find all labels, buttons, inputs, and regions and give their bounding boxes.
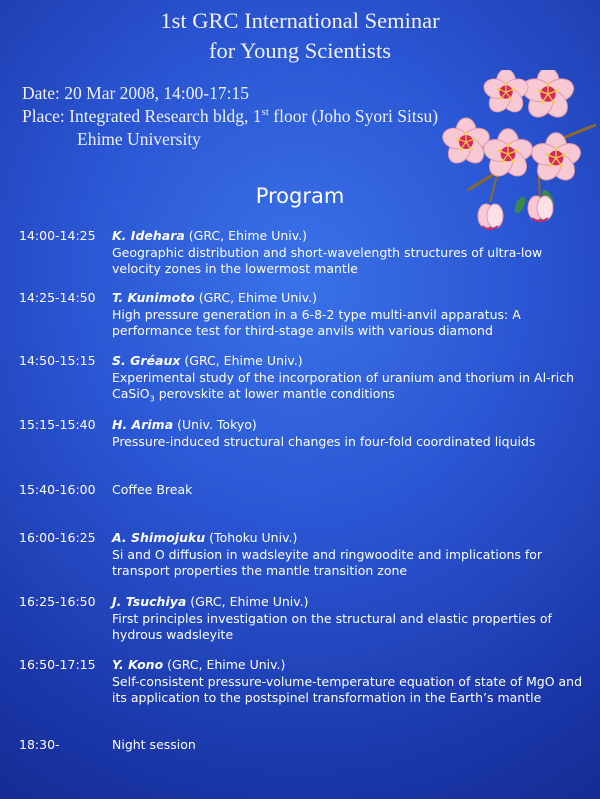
entry-body	[112, 417, 594, 450]
event-date: Date: 20 Mar 2008, 14:00-17:15	[22, 83, 249, 103]
entry-body	[112, 657, 594, 707]
entry-affiliation: (GRC, Ehime Univ.)	[163, 657, 286, 672]
entry-affiliation: (GRC, Ehime Univ.)	[194, 290, 317, 305]
entry-time: 16:00-16:25	[19, 530, 96, 545]
entry-label: Night session	[112, 737, 196, 752]
event-place-prefix: Place: Integrated Research bldg, 1	[22, 106, 262, 126]
event-place-ordinal: st	[261, 106, 269, 119]
entry-label: Coffee Break	[112, 482, 193, 497]
entry-description: First principles investigation on the structural and elastic properties of hydrous wadsleyite	[112, 610, 552, 642]
entry-body	[112, 594, 594, 644]
entry-time: 15:15-15:40	[19, 417, 96, 432]
entry-body	[112, 290, 594, 340]
event-place	[22, 106, 438, 127]
entry-description: Si and O diffusion in wadsleyite and ringwoodite and implications for transport properties the mantle transition zone	[112, 546, 543, 578]
entry-description: High pressure generation in a 6-8-2 type multi-anvil apparatus: A performance test for third-stage anvils with various diamond	[112, 306, 521, 338]
entry-time: 16:50-17:15	[19, 657, 96, 672]
entry-affiliation: (Tohoku Univ.)	[205, 530, 298, 545]
seminar-title-line-1: 1st GRC International Seminar	[160, 8, 440, 33]
entry-description-subscript: 3	[149, 394, 155, 404]
entry-speaker: T. Kunimoto	[112, 290, 195, 305]
entry-speaker: H. Arima	[112, 417, 174, 432]
entry-speaker: K. Idehara	[112, 228, 185, 243]
entry-speaker: S. Gréaux	[112, 353, 181, 368]
entry-time: 15:40-16:00	[19, 482, 96, 497]
entry-body	[112, 228, 594, 278]
entry-speaker: J. Tsuchiya	[112, 594, 187, 609]
entry-affiliation: (Univ. Tokyo)	[173, 417, 257, 432]
entry-description	[112, 370, 594, 409]
entry-affiliation: (GRC, Ehime Univ.)	[180, 353, 303, 368]
entry-description-main: Experimental study of the incorporation of uranium and thorium in Al-rich CaSiO	[112, 369, 574, 401]
entry-description: Pressure-induced structural changes in four-fold coordinated liquids	[112, 433, 536, 449]
program-heading: Program	[255, 184, 345, 208]
entry-description-tail: perovskite at lower mantle conditions	[154, 386, 395, 401]
entry-time: 14:25-14:50	[19, 290, 96, 305]
event-place-university: Ehime University	[77, 129, 201, 149]
entry-time: 18:30-	[19, 737, 60, 752]
entry-speaker: A. Shimojuku	[112, 530, 206, 545]
entry-speaker: Y. Kono	[112, 657, 164, 672]
entry-time: 14:50-15:15	[19, 353, 96, 368]
entry-description: Geographic distribution and short-wavelength structures of ultra-low velocity zones in the lowermost mantle	[112, 244, 543, 276]
seminar-title-line-2: for Young Scientists	[209, 38, 391, 63]
event-place-suffix: floor (Joho Syori Sitsu)	[268, 106, 439, 126]
entry-affiliation: (GRC, Ehime Univ.)	[186, 594, 309, 609]
entry-time: 16:25-16:50	[19, 594, 96, 609]
entry-description: Self-consistent pressure-volume-temperature equation of state of MgO and its application to the postspinel transformation in the Earth’s mantle	[112, 673, 583, 705]
entry-body	[112, 530, 594, 580]
entry-affiliation: (GRC, Ehime Univ.)	[184, 228, 308, 243]
entry-body	[112, 353, 594, 408]
entry-time: 14:00-14:25	[19, 228, 96, 243]
